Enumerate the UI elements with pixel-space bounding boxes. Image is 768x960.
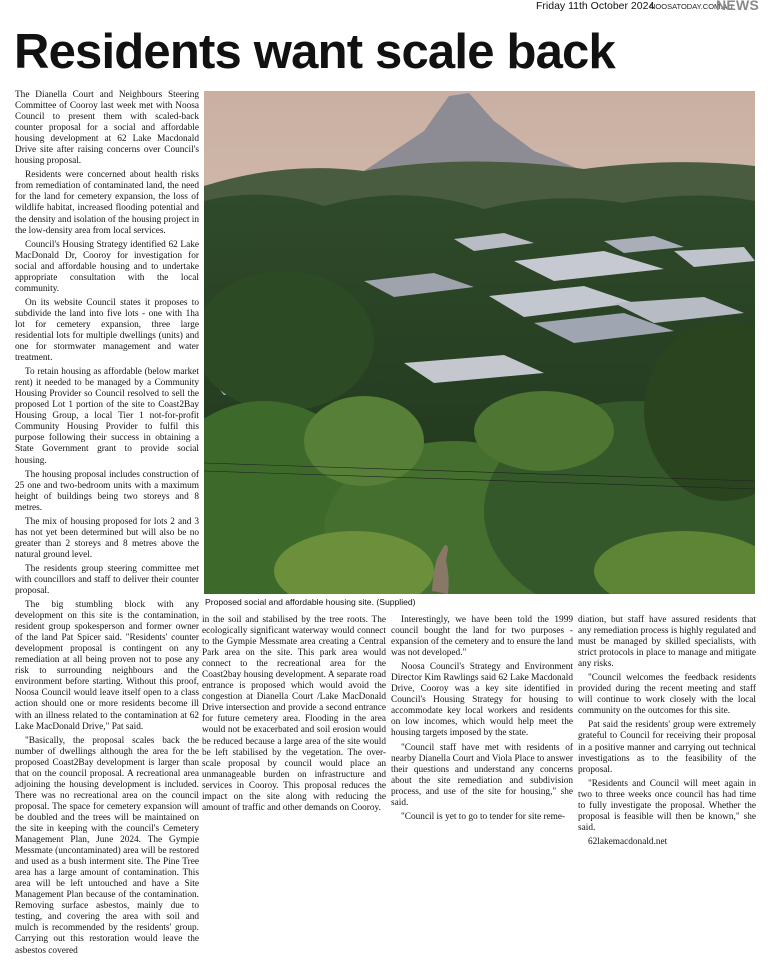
paragraph: The Dianella Court and Neighbours Steering Committee of Cooroy last week met with Noosa Council to present them with scaled-back counter proposal for a social and affordable housing development at 62 Lake Macdonald Drive site after raising concerns over Council's housing proposal.	[15, 90, 199, 167]
article-column-3	[391, 615, 573, 826]
signoff-link[interactable]: 62lakemacdonald.net	[588, 836, 668, 847]
photo-illustration	[204, 91, 755, 594]
paragraph: To retain housing as affordable (below market rent) it needed to be managed by a Community Housing Provider so Council resolved to sell the proposed Lot 1 portion of the site to Coast2Bay Housing Group, a local Tier 1 not-for-profit Community Housing Provider to fulfil this purpose following their success in obtaining a State Government grant to provide social housing.	[15, 367, 199, 466]
section-label: NEWS	[716, 0, 760, 13]
paragraph: Residents were concerned about health risks from remediation of contaminated land, the need for the land for cemetery expansion, the loss of wildlife habitat, increased flooding potential and the density and isolation of the housing project in the low-density area from local services.	[15, 170, 199, 236]
page-header	[0, 0, 768, 14]
photo-caption: Proposed social and affordable housing site. (Supplied)	[205, 597, 416, 607]
paragraph: in the soil and stabilised by the tree roots. The ecologically significant waterway would connect to the Gympie Messmate area creating a Central Park area on the site. This park area would connect to the recreational area for the Coast2bay housing development. A separate road entrance is proposed which would avoid the congestion at Dianella Court /Lake MacDonald Drive intersection and provide a second entrance for future cemetery area. Flooding in the area would not be exacerbated and soil erosion would be reduced because a large area of the site would be left stabilised by the vegetation. The over-scale proposal by council would place an unmanageable burden on infrastructure and services in Cooroy. This proposal reduces the impact on the site along with reducing the amount of traffic and other demands on Cooroy.	[202, 615, 386, 813]
issue-date: Friday 11th October 2024	[536, 0, 655, 12]
landscape-photo	[204, 91, 755, 594]
paragraph: Interestingly, we have been told the 1999 council bought the land for two purposes - expansion of the cemetery and to ensure the land was not developed."	[391, 615, 573, 659]
paragraph: Pat said the residents' group were extremely grateful to Council for receiving their proposal in a positive manner and carrying out technical investigations as to the feasibility of the proposal.	[578, 720, 756, 775]
paragraph: "Residents and Council will meet again in two to three weeks once council has had time to fully investigate the proposal. Whether the proposal is feasible will then be known," she said.	[578, 778, 756, 833]
article-column-1	[15, 90, 199, 960]
paragraph: The housing proposal includes construction of 25 one and two-bedroom units with a maximum height of buildings being two storeys and 8 metres.	[15, 469, 199, 513]
paragraph: diation, but staff have assured residents that any remediation process is highly regulated and must be managed by skilled specialists, with strict protocols in place to manage and mitigate any risks.	[578, 615, 756, 670]
paragraph: The big stumbling block with any development on this site is the contamination, resident group spokesperson and former owner of the land Pat Spicer said. "Residents' counter development proposal is contingent on any remediation at all being proven not to pose any risk to surrounding neighbours and the environment before starting. Without this proof, Noosa Council would leave itself open to a class action should one or more residents become ill with an illness related to the contamination at 62 Lake MacDonald Drive," Pat said.	[15, 600, 199, 732]
paragraph: "Council welcomes the feedback residents provided during the recent meeting and staff will continue to work closely with the local community on the outcomes for this site.	[578, 673, 756, 717]
paragraph: "Council staff have met with residents of nearby Dianella Court and Viola Place to answer their questions and understand any concerns about the site remediation and subdivision process, and use of the site for housing," she said.	[391, 742, 573, 808]
paragraph: Noosa Council's Strategy and Environment Director Kim Rawlings said 62 Lake Macdonald Drive, Cooroy was a key site identified in Council's Housing Strategy for housing to accommodate key local workers and residents on low incomes, which would help meet the housing targets imposed by the state.	[391, 662, 573, 739]
article-column-2	[202, 615, 386, 817]
paragraph: "Basically, the proposal scales back the number of dwellings although the area for the proposed Coast2Bay development is larger than that on the council proposal. A recreational area adjoining the housing development is included. There was no recreational area on the council proposal. The space for cemetery expansion will be doubled and the trees will be maintained on the site in keeping with the council's Cemetery Management Plan, June 2024. The Gympie Messmate (uncontaminated) area will be restored and used as a bush interment site. The Pine Tree area has a large amount of contamination. This area will be left untouched and have a Site Management Plan because of the contamination. Removing surface asbestos, mainly due to testing, and covering the area with soil and mulch is recommended by the residents' group. Carrying out this restoration would leave the asbestos covered	[15, 735, 199, 956]
site-name[interactable]: NOOSATODAY.COM.AU	[650, 2, 733, 11]
paragraph: "Council is yet to go to tender for site reme-	[401, 811, 566, 822]
article-column-4	[578, 615, 756, 851]
paragraph: The mix of housing proposed for lots 2 and 3 has not yet been determined but will also be no greater than 2 storeys and 8 metres above the natural ground level.	[15, 516, 199, 560]
paragraph: Council's Housing Strategy identified 62 Lake MacDonald Dr, Cooroy for investigation for social and affordable housing and to undertake appropriate consultation with the local community.	[15, 239, 199, 294]
headline: Residents want scale back	[14, 25, 615, 79]
paragraph: The residents group steering committee met with councillors and staff to deliver their counter proposal.	[15, 563, 199, 597]
paragraph: On its website Council states it proposes to subdivide the land into five lots - one with 1ha lot for cemetery expansion, three large residential lots for multiple dwellings (units) and one for stormwater management and water treatment.	[15, 297, 199, 364]
